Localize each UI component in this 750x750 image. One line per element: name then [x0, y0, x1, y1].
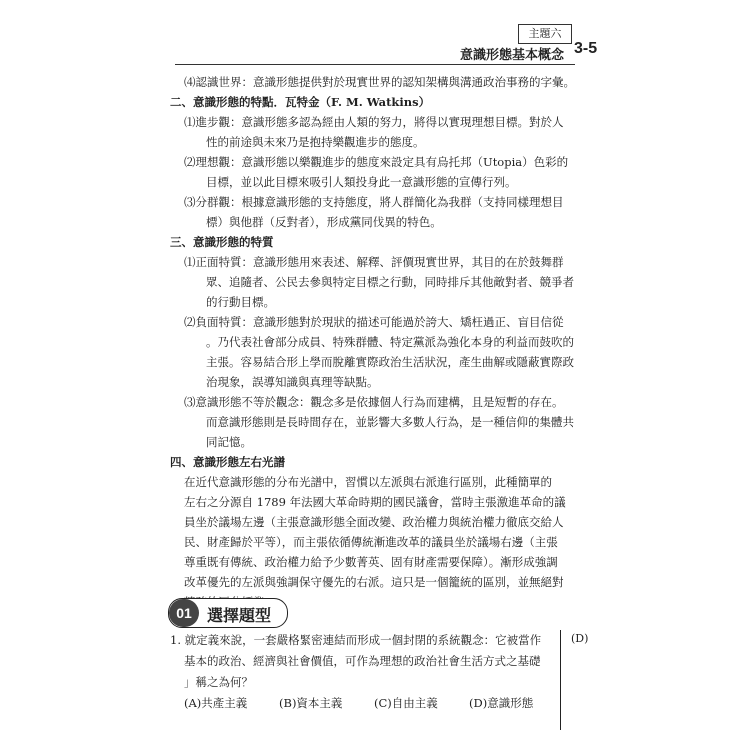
- text-line: 員坐於議場左邊（主張意識形態全面改變、政治權力與統治權力徹底交給人: [184, 515, 564, 529]
- header-divider: [175, 64, 575, 65]
- section-badge: [168, 598, 288, 628]
- text-line: 。乃代表社會部分成員、特殊群體、特定黨派為強化本身的利益而鼓吹的: [206, 335, 574, 349]
- section-heading: 二、意識形態的特點．瓦特金（F. M. Watkins）: [170, 95, 431, 109]
- text-line: 同記憶。: [206, 435, 252, 449]
- text-line: ⑴正面特質：意識形態用來表述、解釋、評價現實世界，其目的在於鼓舞群: [184, 255, 564, 269]
- question-options: [184, 693, 590, 714]
- question-line: 1. 就定義來說，一套嚴格緊密連結而形成一個封閉的系統觀念：它被當作: [170, 633, 542, 647]
- text-line: 治現象，誤導知識與真理等缺點。: [206, 375, 379, 389]
- section-heading: 四、意識形態左右光譜: [170, 455, 285, 469]
- section-badge-number: 01: [169, 599, 199, 627]
- text-line: 標）與他群（反對者），形成黨同伐異的特色。: [206, 215, 442, 229]
- text-line: 而意識形態則是長時間存在，並影響大多數人行為，是一種信仰的集體共: [206, 415, 574, 429]
- question-line: 基本的政治、經濟與社會價值，可作為理想的政治社會生活方式之基礎: [184, 654, 541, 668]
- text-line: 在近代意識形態的分布光譜中，習慣以左派與右派進行區別，此種簡單的: [184, 475, 552, 489]
- text-line: ⑷認識世界：意識形態提供對於現實世界的認知架構與溝通政治事務的字彙。: [184, 75, 575, 89]
- text-line: 改革優先的左派與強調保守優先的右派。這只是一個籠統的區別，並無絕對: [184, 575, 564, 589]
- text-line: 主張。容易結合形上學而脫離實際政治生活狀況，產生曲解或隱蔽實際政: [206, 355, 574, 369]
- section-badge-label: 選擇題型: [207, 606, 272, 625]
- option-d: (D)意識形態: [469, 696, 534, 710]
- text-line: 眾、追隨者、公民去參與特定目標之行動，同時排斥其他敵對者、競爭者: [206, 275, 574, 289]
- text-line: 左右之分源自 1789 年法國大革命時期的國民議會，當時主張激進革命的議: [184, 495, 566, 509]
- answer-column: [560, 630, 591, 730]
- answer-label: (D): [571, 632, 589, 645]
- page-running-title: 意識形態基本概念: [460, 48, 565, 63]
- body-text: [170, 72, 585, 612]
- text-line: ⑶意識形態不等於觀念：觀念多是依據個人行為而建構，且是短暫的存在。: [184, 395, 564, 409]
- text-line: ⑶分群觀：根據意識形態的支持態度，將人群簡化為我群（支持同樣理想目: [184, 195, 564, 209]
- question-block: [170, 630, 590, 714]
- text-line: 民、財產歸於平等），而主張依循傳統漸進改革的議員坐於議場右邊（主張: [184, 535, 558, 549]
- question-line: 」稱之為何？: [184, 675, 253, 689]
- text-line: ⑴進步觀：意識形態多認為經由人類的努力，將得以實現理想目標。對於人: [184, 115, 564, 129]
- page-number: 3-5: [574, 40, 598, 57]
- text-line: 的行動目標。: [206, 295, 275, 309]
- text-line: 目標，並以此目標來吸引人類投身此一意識形態的宣傳行列。: [206, 175, 517, 189]
- text-line: ⑵負面特質：意識形態對於現狀的描述可能過於誇大、矯枉過正、盲目信從: [184, 315, 564, 329]
- text-line: 性的前途與未來乃是抱持樂觀進步的態度。: [206, 135, 425, 149]
- text-line: 尊重既有傳統、政治權力給予少數菁英、固有財產需要保障）。漸形成強調: [184, 555, 558, 569]
- section-heading: 三、意識形態的特質: [170, 235, 274, 249]
- option-a: (A)共產主義: [184, 696, 248, 710]
- option-c: (C)自由主義: [374, 696, 438, 710]
- chapter-label: 主題六: [518, 24, 572, 44]
- text-line: ⑵理想觀：意識形態以樂觀進步的態度來設定具有烏托邦（Utopia）色彩的: [184, 155, 569, 169]
- option-b: (B)資本主義: [279, 696, 343, 710]
